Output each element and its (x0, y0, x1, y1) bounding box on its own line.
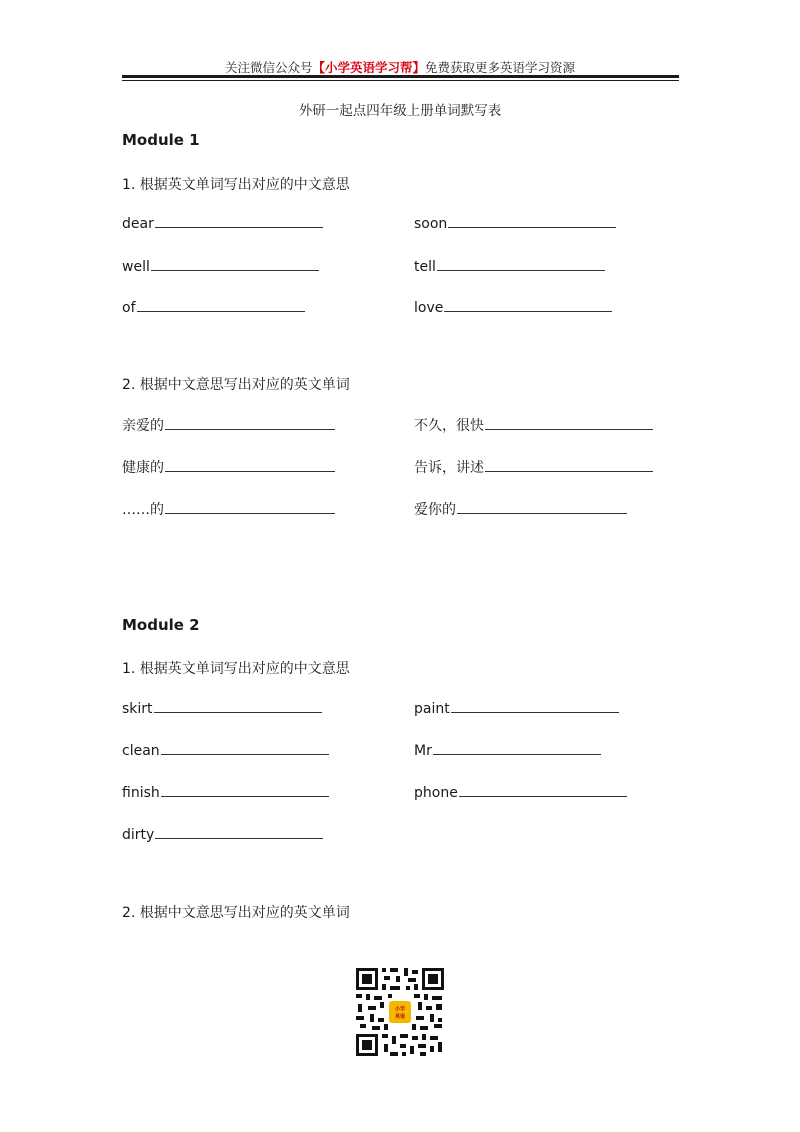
document-title: 外研一起点四年级上册单词默写表 (298, 103, 502, 119)
word-item (414, 499, 627, 519)
header-prefix: 关注微信公众号 (224, 60, 313, 75)
word-label: 健康的 (122, 460, 164, 476)
word-item (122, 258, 319, 275)
word-item (414, 700, 619, 717)
word-item (122, 826, 323, 843)
answer-blank[interactable] (433, 742, 601, 755)
word-label: soon (414, 216, 448, 232)
answer-blank[interactable] (155, 215, 323, 228)
word-item (414, 742, 601, 759)
word-item (122, 299, 305, 316)
word-label: 亲爱的 (122, 418, 164, 434)
answer-blank[interactable] (154, 700, 322, 713)
word-label: clean (122, 743, 160, 759)
answer-blank[interactable] (457, 501, 627, 514)
word-label: Mr (414, 743, 432, 759)
word-item (414, 258, 605, 275)
module-1-title: Module 1 (122, 131, 200, 149)
header-rule-thin (122, 80, 679, 81)
word-label: well (122, 259, 150, 275)
word-label: dear (122, 216, 154, 232)
svg-text:小学: 小学 (394, 1006, 406, 1013)
word-item (122, 700, 322, 717)
answer-blank[interactable] (459, 784, 627, 797)
word-label: 不久，很快 (414, 418, 484, 434)
answer-blank[interactable] (165, 417, 335, 430)
answer-blank[interactable] (165, 501, 335, 514)
word-label: 告诉，讲述 (414, 460, 484, 476)
answer-blank[interactable] (161, 784, 329, 797)
word-item (414, 299, 612, 316)
module-1-section-2-title: 2. 根据中文意思写出对应的英文单词 (122, 377, 350, 393)
word-label: 爱你的 (414, 502, 456, 518)
word-item (122, 215, 323, 232)
module-1-section-1-title: 1. 根据英文单词写出对应的中文意思 (122, 177, 350, 193)
answer-blank[interactable] (151, 258, 319, 271)
word-item (414, 215, 616, 232)
answer-blank[interactable] (155, 826, 323, 839)
answer-blank[interactable] (485, 417, 653, 430)
word-label: tell (414, 259, 436, 275)
svg-text:英语: 英语 (394, 1014, 406, 1020)
word-item (122, 457, 335, 477)
word-item (122, 499, 335, 519)
word-label: paint (414, 701, 450, 717)
answer-blank[interactable] (451, 700, 619, 713)
header-suffix: 免费获取更多英语学习资源 (425, 60, 576, 75)
module-2-title: Module 2 (122, 616, 200, 634)
word-label: of (122, 300, 136, 316)
word-label: dirty (122, 827, 155, 843)
module-2-section-2-title: 2. 根据中文意思写出对应的英文单词 (122, 905, 350, 921)
word-item (122, 742, 329, 759)
word-item (414, 457, 653, 477)
word-label: finish (122, 785, 160, 801)
answer-blank[interactable] (165, 459, 335, 472)
answer-blank[interactable] (137, 299, 305, 312)
module-2-section-1-title: 1. 根据英文单词写出对应的中文意思 (122, 661, 350, 677)
word-label: phone (414, 785, 458, 801)
word-item (122, 784, 329, 801)
word-item (414, 784, 627, 801)
page-header (0, 58, 800, 76)
header-brand: 【小学英语学习帮】 (312, 60, 425, 75)
answer-blank[interactable] (485, 459, 653, 472)
answer-blank[interactable] (437, 258, 605, 271)
word-label: skirt (122, 701, 153, 717)
word-item (414, 415, 653, 435)
word-label: ……的 (122, 502, 164, 518)
answer-blank[interactable] (444, 299, 612, 312)
qr-code-icon (354, 966, 446, 1058)
answer-blank[interactable] (161, 742, 329, 755)
header-rule-thick (122, 75, 679, 78)
word-label: love (414, 300, 444, 316)
word-item (122, 415, 335, 435)
answer-blank[interactable] (448, 215, 616, 228)
